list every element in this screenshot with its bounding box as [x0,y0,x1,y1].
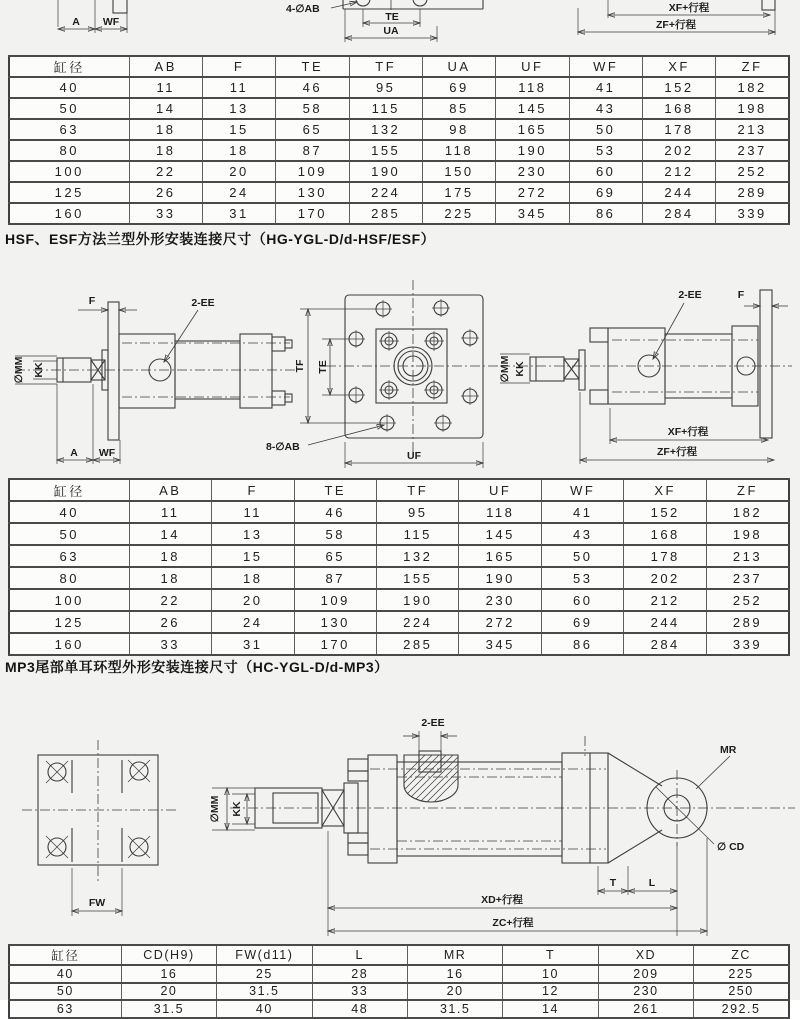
table-cell: 339 [716,203,789,224]
table-cell: 31 [202,203,275,224]
table-cell: 118 [422,140,495,161]
top-right-stroke-dims [578,0,775,35]
table-cell: 272 [496,182,569,203]
table-row [9,77,789,98]
table-header-row [9,56,789,77]
table-cell: 345 [459,633,541,655]
table-cell: 225 [422,203,495,224]
column-header: TF [349,56,422,77]
table-cell: 182 [716,77,789,98]
top-left-rod-dims [58,0,127,33]
table-cell: 230 [459,589,541,611]
table-cell: 237 [706,567,789,589]
column-header: TE [294,479,376,501]
table-cell: 60 [541,589,623,611]
table-cell: 109 [276,161,349,182]
table-cell: 50 [541,545,623,567]
table-row [9,983,789,1001]
table-cell: 155 [377,567,459,589]
table-cell: 63 [9,545,129,567]
column-header: UA [422,56,495,77]
rod-dia-label: ∅MM [499,355,511,383]
column-header: UF [459,479,541,501]
table-cell: 24 [202,182,275,203]
dim-label-zf-stroke: ZF+行程 [656,19,696,31]
table-row [9,589,789,611]
column-header: UF [496,56,569,77]
dim-label-fw: FW [88,897,106,909]
top-middle-flange-dims [286,0,483,42]
dim-label-wf: WF [98,447,116,459]
table-cell: 155 [349,140,422,161]
column-header: ZF [716,56,789,77]
table-cell: 40 [217,1000,312,1018]
dim-label-l: L [648,877,656,889]
table-cell: 261 [598,1000,693,1018]
table-cell: 202 [624,567,706,589]
thread-label: KK [231,801,243,817]
table-row [9,567,789,589]
flange-dimension-table-1 [8,55,790,225]
table-cell: 170 [294,633,376,655]
table-cell: 175 [422,182,495,203]
table-cell: 65 [294,545,376,567]
table-cell: 80 [9,140,129,161]
column-header: TE [276,56,349,77]
dim-label-t: T [609,877,617,889]
table-cell: 31.5 [217,983,312,1001]
thread-label: KK [33,362,45,378]
dim-label-ua: UA [383,25,399,37]
column-header: F [212,479,294,501]
column-header: CD(H9) [121,945,216,965]
table-cell: 12 [503,983,598,1001]
table-cell: 252 [716,161,789,182]
table-cell: 31.5 [121,1000,216,1018]
table-cell: 58 [294,523,376,545]
table-row [9,119,789,140]
table-row [9,501,789,523]
port-callout: 2-EE [421,717,445,729]
table-cell: 182 [706,501,789,523]
dim-label-xf-stroke: XF+行程 [668,2,710,14]
column-header: WF [569,56,642,77]
table-cell: 213 [716,119,789,140]
table-cell: 198 [706,523,789,545]
column-header: TF [377,479,459,501]
rod-dia-label: ∅MM [13,356,25,384]
table-cell: 95 [377,501,459,523]
table-cell: 48 [312,1000,407,1018]
column-header: 缸径 [9,945,121,965]
table-cell: 86 [569,203,642,224]
table-cell: 168 [624,523,706,545]
table-row [9,203,789,224]
table-cell: 168 [642,98,715,119]
table-row [9,633,789,655]
table-cell: 125 [9,182,129,203]
table-cell: 165 [459,545,541,567]
table-cell: 100 [9,161,129,182]
table-cell: 100 [9,589,129,611]
table-cell: 53 [541,567,623,589]
table-cell: 18 [212,567,294,589]
table-cell: 198 [716,98,789,119]
table-cell: 26 [129,182,202,203]
table-cell: 289 [716,182,789,203]
table-cell: 50 [9,523,129,545]
table-cell: 41 [541,501,623,523]
table-cell: 26 [129,611,211,633]
table-cell: 289 [706,611,789,633]
table-cell: 250 [694,983,789,1001]
table-cell: 130 [276,182,349,203]
hole-callout-8ab: 8-∅AB [266,441,300,453]
column-header: WF [541,479,623,501]
table-cell: 118 [459,501,541,523]
table-cell: 130 [294,611,376,633]
table-cell: 46 [276,77,349,98]
table-row [9,161,789,182]
table-cell: 212 [624,589,706,611]
table-row [9,545,789,567]
table-cell: 87 [276,140,349,161]
rod-dia-label: ∅MM [209,795,221,823]
table-header-row [9,945,789,965]
table-cell: 69 [569,182,642,203]
table-cell: 160 [9,633,129,655]
table-cell: 190 [349,161,422,182]
table-cell: 18 [202,140,275,161]
flange-front-view [266,280,502,468]
column-header: T [503,945,598,965]
table-cell: 46 [294,501,376,523]
table-row [9,523,789,545]
dim-label-f: F [737,289,745,301]
table-cell: 225 [694,965,789,983]
table-row [9,965,789,983]
column-header: AB [129,479,211,501]
table-cell: 345 [496,203,569,224]
table-cell: 109 [294,589,376,611]
top-diagram-fragment [0,0,800,52]
table-cell: 18 [129,545,211,567]
column-header: XD [598,945,693,965]
table-cell: 14 [129,98,202,119]
table-cell: 43 [541,523,623,545]
table-cell: 53 [569,140,642,161]
table-cell: 50 [9,98,129,119]
table-cell: 41 [569,77,642,98]
table-header-row [9,479,789,501]
table-cell: 28 [312,965,407,983]
table-cell: 40 [9,965,121,983]
section-caption-hsf-esf: HSF、ESF方法兰型外形安装连接尺寸（HG-YGL-D/d-HSF/ESF） [5,231,436,247]
table-cell: 224 [377,611,459,633]
dim-label-xd-stroke: XD+行程 [481,894,523,906]
table-row [9,182,789,203]
table-cell: 244 [624,611,706,633]
dim-label-xf-stroke: XF+行程 [667,426,709,438]
table-cell: 11 [212,501,294,523]
table-cell: 43 [569,98,642,119]
table-cell: 170 [276,203,349,224]
dim-label-tf: TF [294,359,306,373]
table-cell: 13 [202,98,275,119]
table-cell: 160 [9,203,129,224]
table-cell: 80 [9,567,129,589]
table-cell: 85 [422,98,495,119]
table-cell: 213 [706,545,789,567]
dim-label-f: F [88,295,96,307]
table-cell: 145 [459,523,541,545]
table-cell: 284 [642,203,715,224]
table-cell: 11 [129,77,202,98]
table-cell: 50 [569,119,642,140]
dim-label-wf: WF [102,16,120,28]
table-cell: 63 [9,1000,121,1018]
front-flange-side-view [13,295,296,464]
table-cell: 16 [121,965,216,983]
table-cell: 145 [496,98,569,119]
table-cell: 58 [276,98,349,119]
table-cell: 16 [407,965,502,983]
table-cell: 98 [422,119,495,140]
column-header: AB [129,56,202,77]
dim-label-zc-stroke: ZC+行程 [492,917,534,929]
cap-front-view [22,740,176,916]
column-header: L [312,945,407,965]
table-cell: 31.5 [407,1000,502,1018]
table-cell: 87 [294,567,376,589]
table-cell: 40 [9,501,129,523]
table-cell: 20 [212,589,294,611]
dim-label-a: A [72,16,80,28]
column-header: XF [624,479,706,501]
flange-dimension-table-2 [8,478,790,656]
table-cell: 22 [129,161,202,182]
pin-dia-label: ∅ CD [717,841,745,853]
table-cell: 65 [276,119,349,140]
table-cell: 212 [642,161,715,182]
table-cell: 13 [212,523,294,545]
table-cell: 272 [459,611,541,633]
table-cell: 24 [212,611,294,633]
table-cell: 230 [496,161,569,182]
table-cell: 33 [312,983,407,1001]
section-caption-mp3: MP3尾部单耳环型外形安装连接尺寸（HC-YGL-D/d-MP3） [5,659,389,675]
table-cell: 152 [642,77,715,98]
table-cell: 33 [129,203,202,224]
rod-dim-brackets [209,788,255,830]
table-cell: 14 [129,523,211,545]
table-cell: 190 [496,140,569,161]
table-cell: 244 [642,182,715,203]
dim-label-te: TE [317,360,329,374]
table-cell: 165 [496,119,569,140]
column-header: ZC [694,945,789,965]
table-cell: 118 [496,77,569,98]
table-cell: 115 [349,98,422,119]
table-cell: 202 [642,140,715,161]
table-cell: 252 [706,589,789,611]
table-cell: 20 [202,161,275,182]
dim-label-te: TE [385,11,399,23]
table-cell: 25 [217,965,312,983]
table-cell: 150 [422,161,495,182]
table-cell: 15 [212,545,294,567]
column-header: F [202,56,275,77]
clevis-mount-drawing [0,698,800,945]
column-header: ZF [706,479,789,501]
table-cell: 178 [642,119,715,140]
table-cell: 237 [716,140,789,161]
column-header: 缸径 [9,56,129,77]
rear-flange-side-view [499,289,792,464]
table-cell: 190 [377,589,459,611]
port-callout: 2-EE [191,297,215,309]
table-cell: 14 [503,1000,598,1018]
eye-radius-label: MR [720,744,737,756]
hole-callout-4ab: 4-∅AB [286,3,320,15]
table-cell: 20 [121,983,216,1001]
table-cell: 69 [541,611,623,633]
table-cell: 69 [422,77,495,98]
table-cell: 209 [598,965,693,983]
table-cell: 10 [503,965,598,983]
table-cell: 132 [349,119,422,140]
table-cell: 60 [569,161,642,182]
table-cell: 178 [624,545,706,567]
clevis-dimension-table [8,944,790,1019]
table-cell: 285 [377,633,459,655]
table-cell: 15 [202,119,275,140]
table-cell: 63 [9,119,129,140]
table-cell: 22 [129,589,211,611]
clevis-cylinder-side-view [230,717,795,936]
flange-mount-drawing [0,262,800,474]
dim-label-a: A [70,447,78,459]
table-cell: 18 [129,119,202,140]
table-cell: 18 [129,140,202,161]
table-cell: 95 [349,77,422,98]
table-cell: 284 [624,633,706,655]
table-cell: 339 [706,633,789,655]
table-cell: 11 [129,501,211,523]
table-cell: 50 [9,983,121,1001]
table-cell: 285 [349,203,422,224]
table-cell: 11 [202,77,275,98]
table-cell: 40 [9,77,129,98]
table-row [9,98,789,119]
table-cell: 230 [598,983,693,1001]
column-header: 缸径 [9,479,129,501]
table-cell: 292.5 [694,1000,789,1018]
table-cell: 20 [407,983,502,1001]
table-cell: 31 [212,633,294,655]
column-header: MR [407,945,502,965]
dim-label-uf: UF [407,450,421,462]
dim-label-zf-stroke: ZF+行程 [657,446,697,458]
table-cell: 224 [349,182,422,203]
table-cell: 33 [129,633,211,655]
table-row [9,1000,789,1018]
thread-label: KK [514,361,526,377]
column-header: XF [642,56,715,77]
table-cell: 115 [377,523,459,545]
table-cell: 86 [541,633,623,655]
table-row [9,611,789,633]
table-cell: 125 [9,611,129,633]
port-callout: 2-EE [678,289,702,301]
table-row [9,140,789,161]
table-cell: 132 [377,545,459,567]
table-cell: 152 [624,501,706,523]
table-cell: 18 [129,567,211,589]
column-header: FW(d11) [217,945,312,965]
table-cell: 190 [459,567,541,589]
